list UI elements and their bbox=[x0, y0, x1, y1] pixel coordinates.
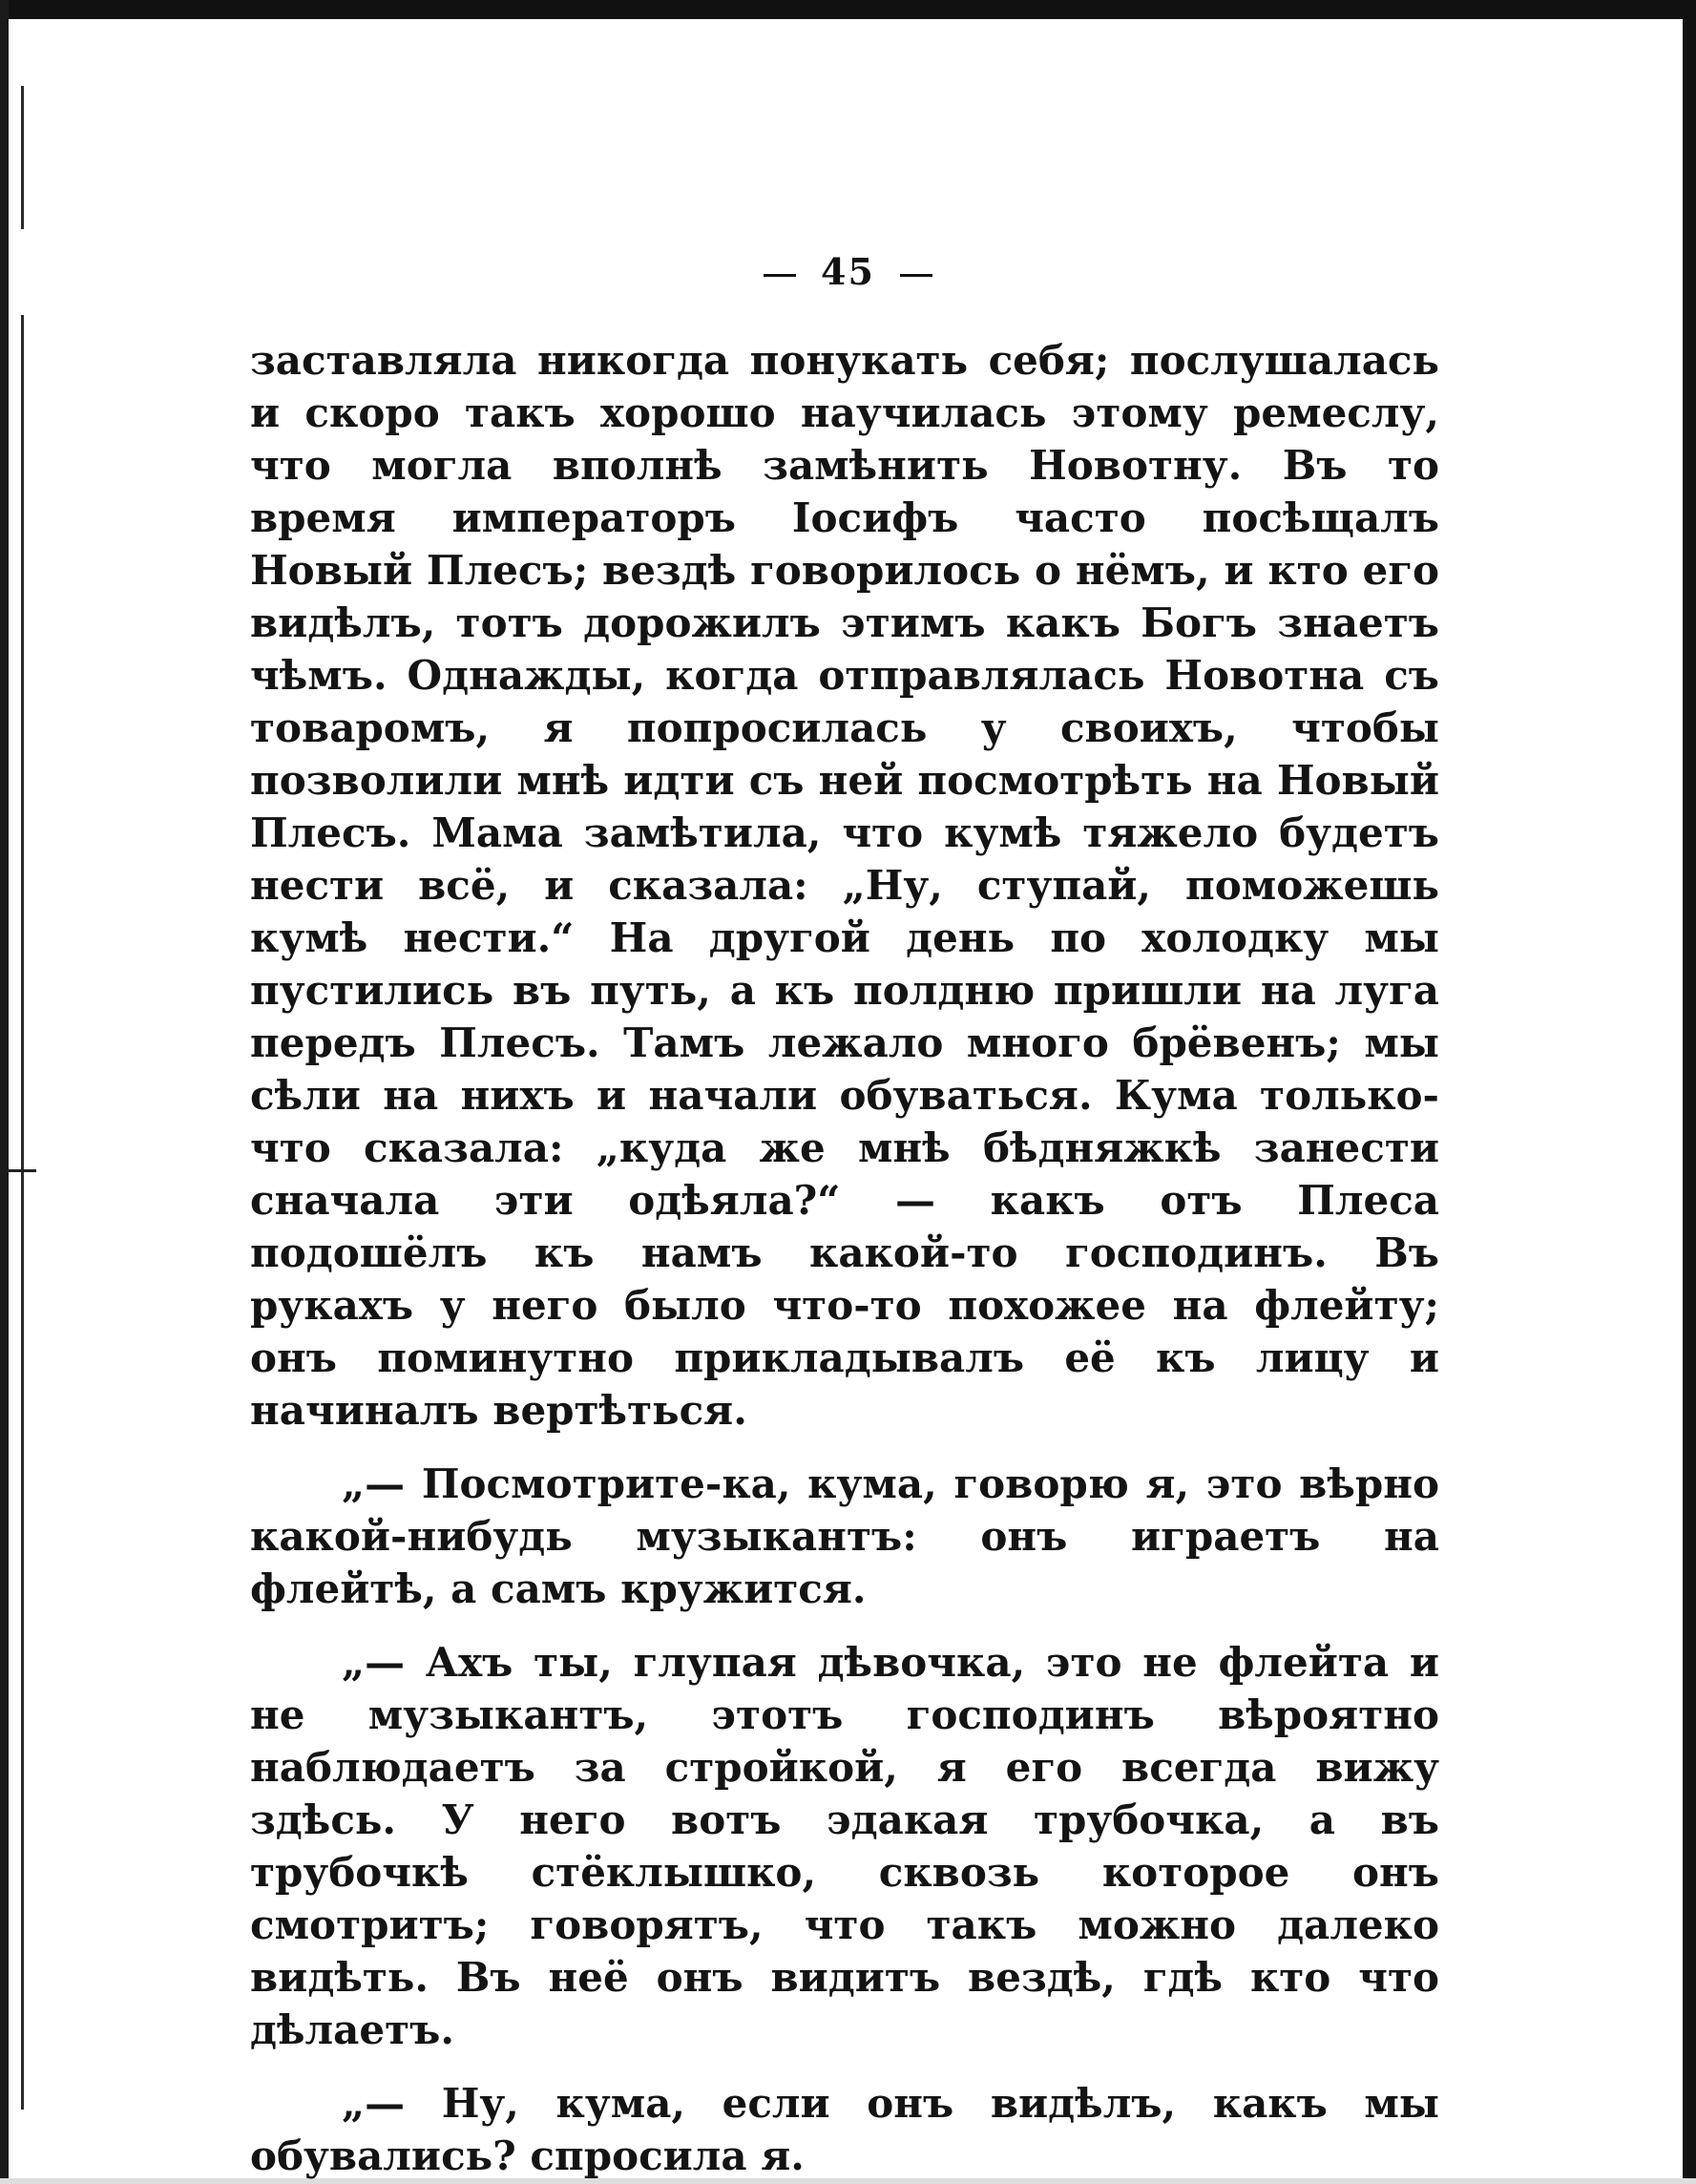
page-number: 45 bbox=[821, 250, 875, 293]
scan-margin-tick bbox=[8, 1169, 36, 1172]
scan-binding-line-upper bbox=[21, 86, 24, 229]
paragraph-1: заставляла никогда понукать себя; послушалась и скоро такъ хорошо научилась этому ремеслу, что могла вполнѣ замѣнить Новотну. Въ то время императоръ Іосифъ часто посѣщалъ Новый Плесъ; вездѣ говорилось о нёмъ, и кто его видѣлъ, тотъ дорожилъ этимъ какъ Богъ знаетъ чѣмъ. Однажды, когда отправлялась Новотна съ товаромъ, я попросилась у своихъ, чтобы позволили мнѣ идти съ ней посмотрѣть на Новый Плесъ. Мама замѣтила, что кумѣ тяжело будетъ нести всё, и сказала: „Ну, ступай, поможешь кумѣ нести.“ На другой день по холодку мы пустились въ путь, а къ полдню пришли на луга передъ Плесъ. Тамъ лежало много брёвенъ; мы сѣли на нихъ и начали обуваться. Кума только-что сказала: „куда же мнѣ бѣдняжкѣ занести сначала эти одѣяла?“ — какъ отъ Плеса подошёлъ къ намъ какой-то господинъ. Въ рукахъ у него было что-то похожее на флейту; онъ поминутно прикладывалъ её къ лицу и начиналъ вертѣться. bbox=[250, 337, 1439, 1434]
paragraph-2: „— Посмотрите-ка, кума, говорю я, это вѣрно какой-нибудь музыкантъ: онъ играетъ на флейтѣ, а самъ кружится. bbox=[250, 1460, 1439, 1612]
page-number-dash-left bbox=[764, 274, 796, 277]
paragraph-3: „— Ахъ ты, глупая дѣвочка, это не флейта и не музыкантъ, этотъ господинъ вѣроятно наблюдаетъ за стройкой, я его всегда вижу здѣсь. У него вотъ эдакая трубочка, а въ трубочкѣ стёклышко, сквозь которое онъ смотритъ; говорятъ, что такъ можно далеко видѣть. Въ неё онъ видитъ вездѣ, гдѣ кто что дѣлаетъ. bbox=[250, 1639, 1439, 2053]
body-text bbox=[250, 334, 1439, 2182]
page-number-header bbox=[0, 250, 1696, 293]
paragraph-4: „— Ну, кума, если онъ видѣлъ, какъ мы обувались? спросила я. bbox=[250, 2080, 1439, 2179]
page-number-dash-right bbox=[900, 274, 932, 277]
scan-right-border bbox=[1683, 0, 1696, 2184]
scan-top-border bbox=[0, 0, 1696, 19]
scan-left-border bbox=[0, 0, 9, 2184]
scan-binding-line-lower bbox=[21, 315, 24, 2110]
